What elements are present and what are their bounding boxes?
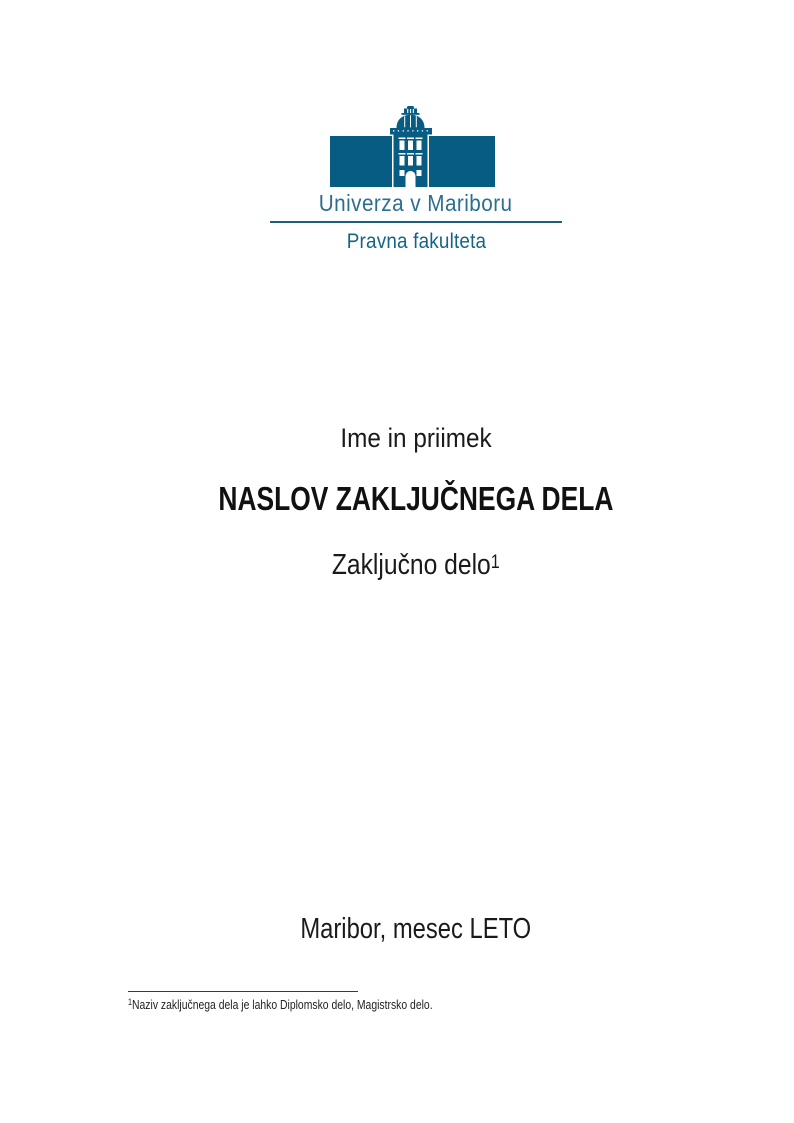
- thesis-type: Zaključno delo$^1$: [332, 549, 500, 581]
- author-name-placeholder: Ime in priimek: [340, 423, 492, 453]
- footnote-reference: 1: [490, 552, 500, 573]
- footnote-separator-line: [128, 991, 358, 992]
- university-building-icon: [330, 106, 495, 187]
- faculty-name: Pravna fakulteta: [346, 230, 486, 253]
- thesis-title: NASLOV ZAKLJUČNEGA DELA: [218, 480, 614, 517]
- footnote-text: $^1$Naziv zaključnega dela je lahko Diplomsko delo, Magistrsko delo.: [128, 997, 433, 1012]
- title-page-content: [128, 0, 704, 1123]
- logo-divider-line: [270, 221, 562, 223]
- footnote-number: 1: [128, 997, 133, 1007]
- university-name: Univerza v Mariboru: [319, 190, 513, 216]
- location-date: Maribor, mesec LETO: [300, 913, 532, 945]
